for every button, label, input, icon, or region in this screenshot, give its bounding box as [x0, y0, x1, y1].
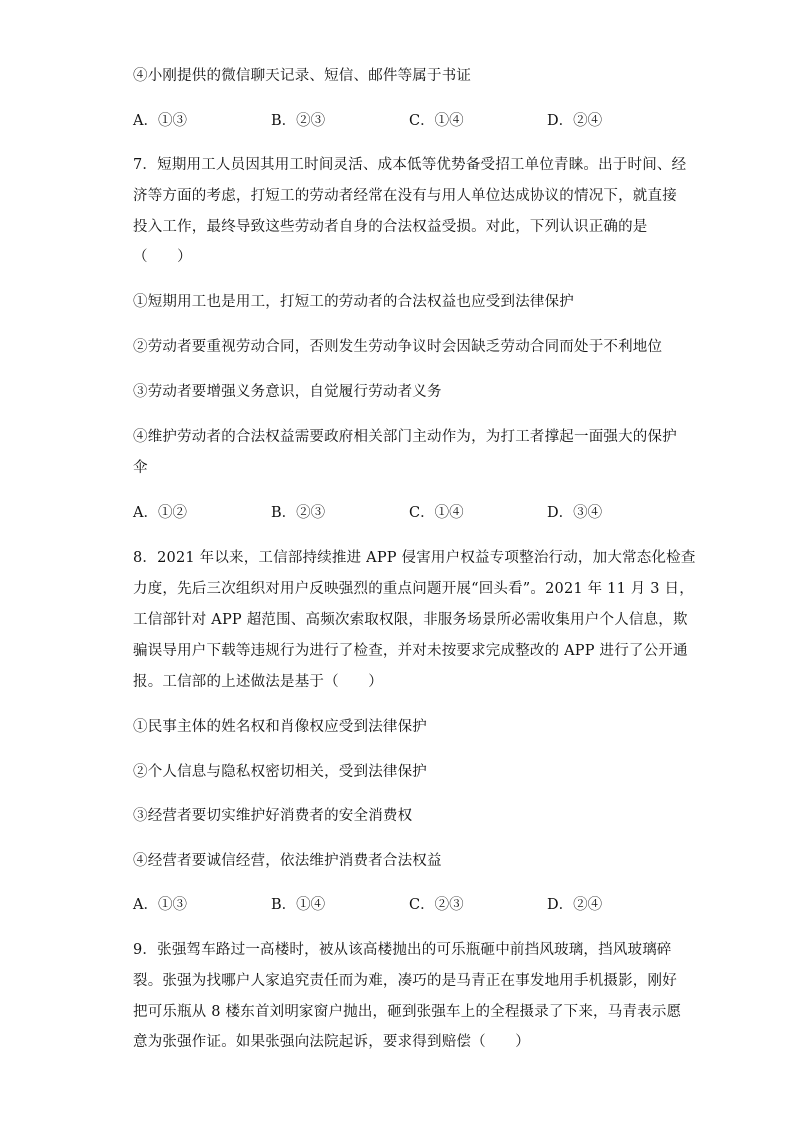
q8-option-a: A．①③	[133, 897, 187, 913]
q8-option-c: C．②③	[409, 897, 464, 913]
q7-statement-3: ③劳动者要增强义务意识，自觉履行劳动者义务	[133, 384, 442, 400]
q7-stem-line-4: （ ）	[133, 249, 192, 265]
q6-option-a: A．①③	[133, 113, 187, 129]
q6-statement-4: ④小刚提供的微信聊天记录、短信、邮件等属于书证	[133, 68, 472, 84]
q7-statement-4: ④维护劳动者的合法权益需要政府相关部门主动作为，为打工者撑起一面强大的保护	[133, 429, 677, 445]
q7-stem-line-2: 济等方面的考虑，打短工的劳动者经常在没有与用人单位达成协议的情况下，就直接	[133, 188, 677, 204]
q9-stem-line-3: 把可乐瓶从 8 楼东首刘明家窗户抛出，砸到张强车上的全程摄录了下来，马青表示愿	[133, 1004, 682, 1020]
q9-stem-line-2: 裂。张强为找哪户人家追究责任而为难，凑巧的是马青正在事发地用手机摄影，刚好	[133, 973, 677, 989]
q8-statement-2: ②个人信息与隐私权密切相关，受到法律保护	[133, 764, 427, 780]
q6-option-b: B．②③	[271, 113, 326, 129]
q7-statement-2: ②劳动者要重视劳动合同，否则发生劳动争议时会因缺乏劳动合同而处于不利地位	[133, 339, 663, 355]
q7-option-b: B．②③	[271, 505, 326, 521]
q8-stem-line-4: 骗误导用户下载等违规行为进行了检查，并对未按要求完成整改的 APP 进行了公开通	[133, 643, 688, 659]
q8-statement-4: ④经营者要诚信经营，依法维护消费者合法权益	[133, 853, 442, 869]
q8-stem-line-3: 工信部针对 APP 超范围、高频次索取权限，非服务场景所必需收集用户个人信息，欺	[133, 612, 688, 628]
q6-option-d: D．②④	[547, 113, 603, 129]
q8-option-b: B．①④	[271, 897, 326, 913]
q8-statement-1: ①民事主体的姓名权和肖像权应受到法律保护	[133, 719, 427, 735]
q8-statement-3: ③经营者要切实维护好消费者的安全消费权	[133, 808, 413, 824]
q7-option-c: C．①④	[409, 505, 464, 521]
q7-statement-1: ①短期用工也是用工，打短工的劳动者的合法权益也应受到法律保护	[133, 294, 574, 310]
q9-stem-line-1: 9．张强驾车路过一高楼时，被从该高楼抛出的可乐瓶砸中前挡风玻璃，挡风玻璃碎	[133, 942, 672, 958]
q9-stem-line-4: 意为张强作证。如果张强向法院起诉，要求得到赔偿（ ）	[133, 1034, 530, 1050]
q7-stem-line-3: 投入工作，最终导致这些劳动者自身的合法权益受损。对此，下列认识正确的是	[133, 219, 648, 235]
q7-option-d: D．③④	[547, 505, 603, 521]
q8-stem-line-1: 8．2021 年以来，工信部持续推进 APP 侵害用户权益专项整治行动，加大常态化检查	[133, 550, 696, 566]
q7-option-a: A．①②	[133, 505, 187, 521]
q6-option-c: C．①④	[409, 113, 464, 129]
q7-statement-4-cont: 伞	[133, 460, 148, 476]
q7-stem-line-1: 7．短期用工人员因其用工时间灵活、成本低等优势备受招工单位青睐。出于时间、经	[133, 157, 687, 173]
q8-option-d: D．②④	[547, 897, 603, 913]
q8-stem-line-2: 力度，先后三次组织对用户反映强烈的重点问题开展“回头看”。2021 年 11 月 3 日，	[133, 581, 694, 597]
q8-stem-line-5: 报。工信部的上述做法是基于（ ）	[133, 674, 383, 690]
